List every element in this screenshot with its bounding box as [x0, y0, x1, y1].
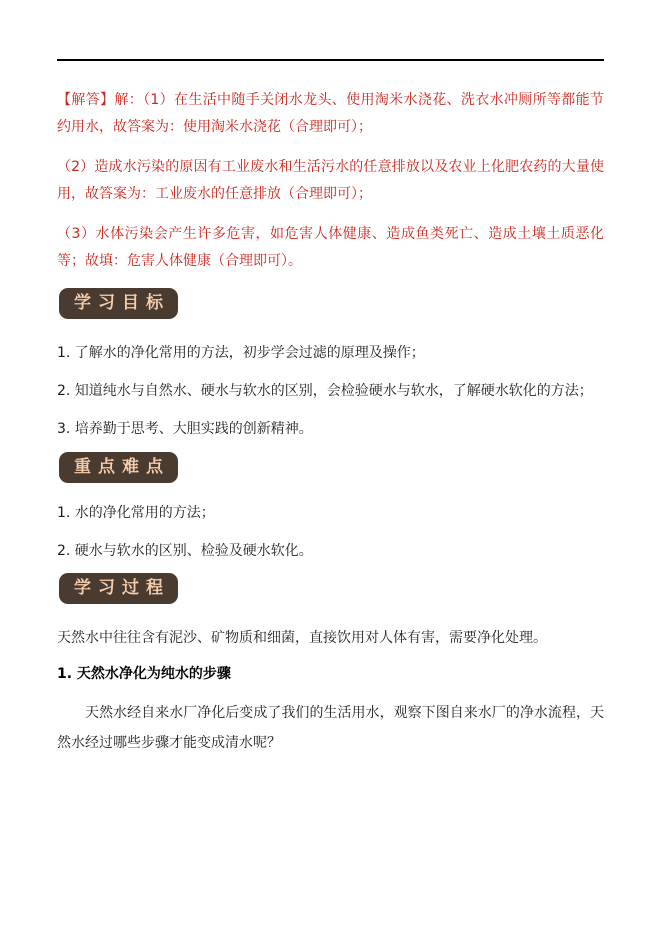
learning-goal-item-3: 3. 培养勤于思考、大胆实践的创新精神。: [57, 421, 313, 437]
learning-goal-item-2: 2. 知道纯水与自然水、硬水与软水的区别，会检验硬水与软水，了解硬水软化的方法；: [57, 383, 593, 399]
learning-goals-list: [57, 340, 604, 443]
section-learning-goals-header: [59, 288, 604, 319]
document-content: [57, 59, 604, 758]
key-points-list: [57, 500, 604, 565]
learning-process-subheading: 1. 天然水净化为纯水的步骤: [57, 666, 231, 682]
key-points-badge: 重点难点: [59, 452, 178, 483]
answer-explanation-block: [57, 87, 604, 275]
section-key-points-header: [59, 452, 604, 483]
section-learning-process-header: [59, 573, 604, 604]
learning-process-badge: 学习过程: [59, 573, 178, 604]
answer-paragraph-1: 【解答】解：（1）在生活中随手关闭水龙头、使用淘米水浇花、洗衣水冲厕所等都能节约用水，故答案为：使用淘米水浇花（合理即可）；: [57, 92, 604, 135]
answer-paragraph-3: （3）水体污染会产生许多危害，如危害人体健康、造成鱼类死亡、造成土壤土质恶化等；故填：危害人体健康（合理即可）。: [57, 226, 604, 269]
key-point-item-2: 2. 硬水与软水的区别、检验及硬水软化。: [57, 543, 313, 559]
learning-process-intro: 天然水中往往含有泥沙、矿物质和细菌，直接饮用对人体有害，需要净化处理。: [57, 630, 547, 646]
answer-paragraph-2: （2）造成水污染的原因有工业废水和生活污水的任意排放以及农业上化肥农药的大量使用，故答案为：工业废水的任意排放（合理即可）；: [57, 159, 604, 202]
learning-process-paragraph: 天然水经自来水厂净化后变成了我们的生活用水，观察下图自来水厂的净水流程，天然水经过哪些步骤才能变成清水呢？: [57, 705, 604, 751]
top-divider: [57, 59, 604, 61]
key-point-item-1: 1. 水的净化常用的方法；: [57, 505, 215, 521]
learning-goals-badge: 学习目标: [59, 288, 178, 319]
learning-goal-item-1: 1. 了解水的净化常用的方法，初步学会过滤的原理及操作；: [57, 345, 425, 361]
